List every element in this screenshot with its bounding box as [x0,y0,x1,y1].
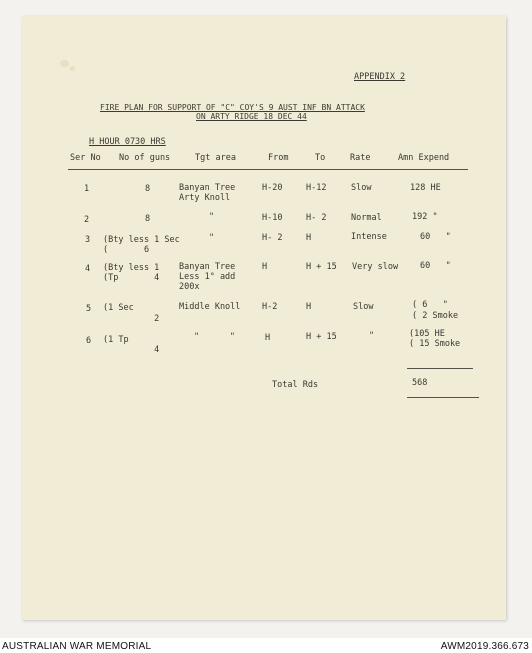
header-underline [68,169,468,170]
row-4-guns-line-1: (Bty less 1 [103,263,160,273]
row-1-rate: Slow [351,183,372,193]
row-2-ser: 2 [84,215,90,225]
row-2-tgt: " [209,212,215,222]
row-6-amn-line-1: (105 HE [409,329,445,339]
row-6-from: H [265,333,271,343]
total-value: 568 [412,378,428,388]
row-2-rate: Normal [351,213,382,223]
row-6-amn-line-2: ( 15 Smoke [409,339,461,349]
document-title-line-1: FIRE PLAN FOR SUPPORT OF "C" COY'S 9 AUST INF BN ATTACK [100,103,365,112]
row-5-amn-line-1: ( 6 " [412,300,448,310]
row-6-ser: 6 [86,336,92,346]
row-1-tgt-line-2: Arty Knoll [179,193,231,203]
row-2-amn: 192 " [412,212,438,222]
total-rule-bottom [407,397,479,398]
row-6-rate: " [369,331,375,341]
column-header-to: To [315,153,326,163]
column-header-from: From [268,153,289,163]
document-title-line-2: ON ARTY RIDGE 18 DEC 44 [196,112,307,121]
row-6-tgt: " " [194,332,235,342]
row-4-ser: 4 [85,264,91,274]
paper-blemish [70,66,75,71]
column-header-rate: Rate [350,153,371,163]
row-6-guns-line-1: (1 Tp [103,335,129,345]
row-3-to: H [306,233,312,243]
row-1-guns: 8 [145,184,151,194]
row-1-from: H-20 [262,183,283,193]
row-4-guns-line-2: (Tp 4 [103,273,160,283]
row-1-tgt-line-1: Banyan Tree [179,183,236,193]
row-2-to: H- 2 [306,213,327,223]
column-header-amn-expend: Amn Expend [398,153,450,163]
row-5-tgt: Middle Knoll [179,302,241,312]
row-6-guns-line-2: 4 [103,345,160,355]
row-5-to: H [306,302,312,312]
row-2-guns: 8 [145,214,151,224]
row-5-guns-line-2: 2 [103,314,160,324]
row-5-guns-line-1: (1 Sec [103,303,134,313]
row-3-from: H- 2 [262,233,283,243]
total-rule-top [407,368,473,369]
row-3-ser: 3 [85,235,91,245]
row-3-tgt: " [209,233,215,243]
row-5-amn-line-2: ( 2 Smoke [412,311,459,321]
row-4-tgt-line-1: Banyan Tree [179,262,236,272]
total-label: Total Rds [272,380,319,390]
row-1-amn: 128 HE [410,183,441,193]
row-5-rate: Slow [353,302,374,312]
row-4-tgt-line-3: 200x [179,282,200,292]
row-4-rate: Very slow [352,262,399,272]
row-4-from: H [262,262,268,272]
row-5-from: H-2 [262,302,278,312]
row-4-amn: 60 " [420,261,451,271]
column-header-ser-no: Ser No [70,153,101,163]
footer-accession-number: AWM2019.366.673 [440,641,529,652]
h-hour-label: H HOUR 0730 HRS [89,137,166,147]
paper-blemish [60,60,69,67]
row-1-to: H-12 [306,183,327,193]
row-4-to: H + 15 [306,262,337,272]
column-header-no-of-guns: No of guns [119,153,171,163]
row-3-rate: Intense [351,232,387,242]
footer-institution: AUSTRALIAN WAR MEMORIAL [2,641,152,652]
row-1-ser: 1 [84,184,90,194]
row-3-guns-line-2: ( 6 [103,245,150,255]
row-3-amn: 60 " [420,232,451,242]
row-6-to: H + 15 [306,332,337,342]
row-3-guns-line-1: (Bty less 1 Sec [103,235,180,245]
row-5-ser: 5 [86,304,92,314]
appendix-label: APPENDIX 2 [354,72,406,82]
row-4-tgt-line-2: Less 1° add [179,272,236,282]
column-header-tgt-area: Tgt area [195,153,236,163]
row-2-from: H-10 [262,213,283,223]
